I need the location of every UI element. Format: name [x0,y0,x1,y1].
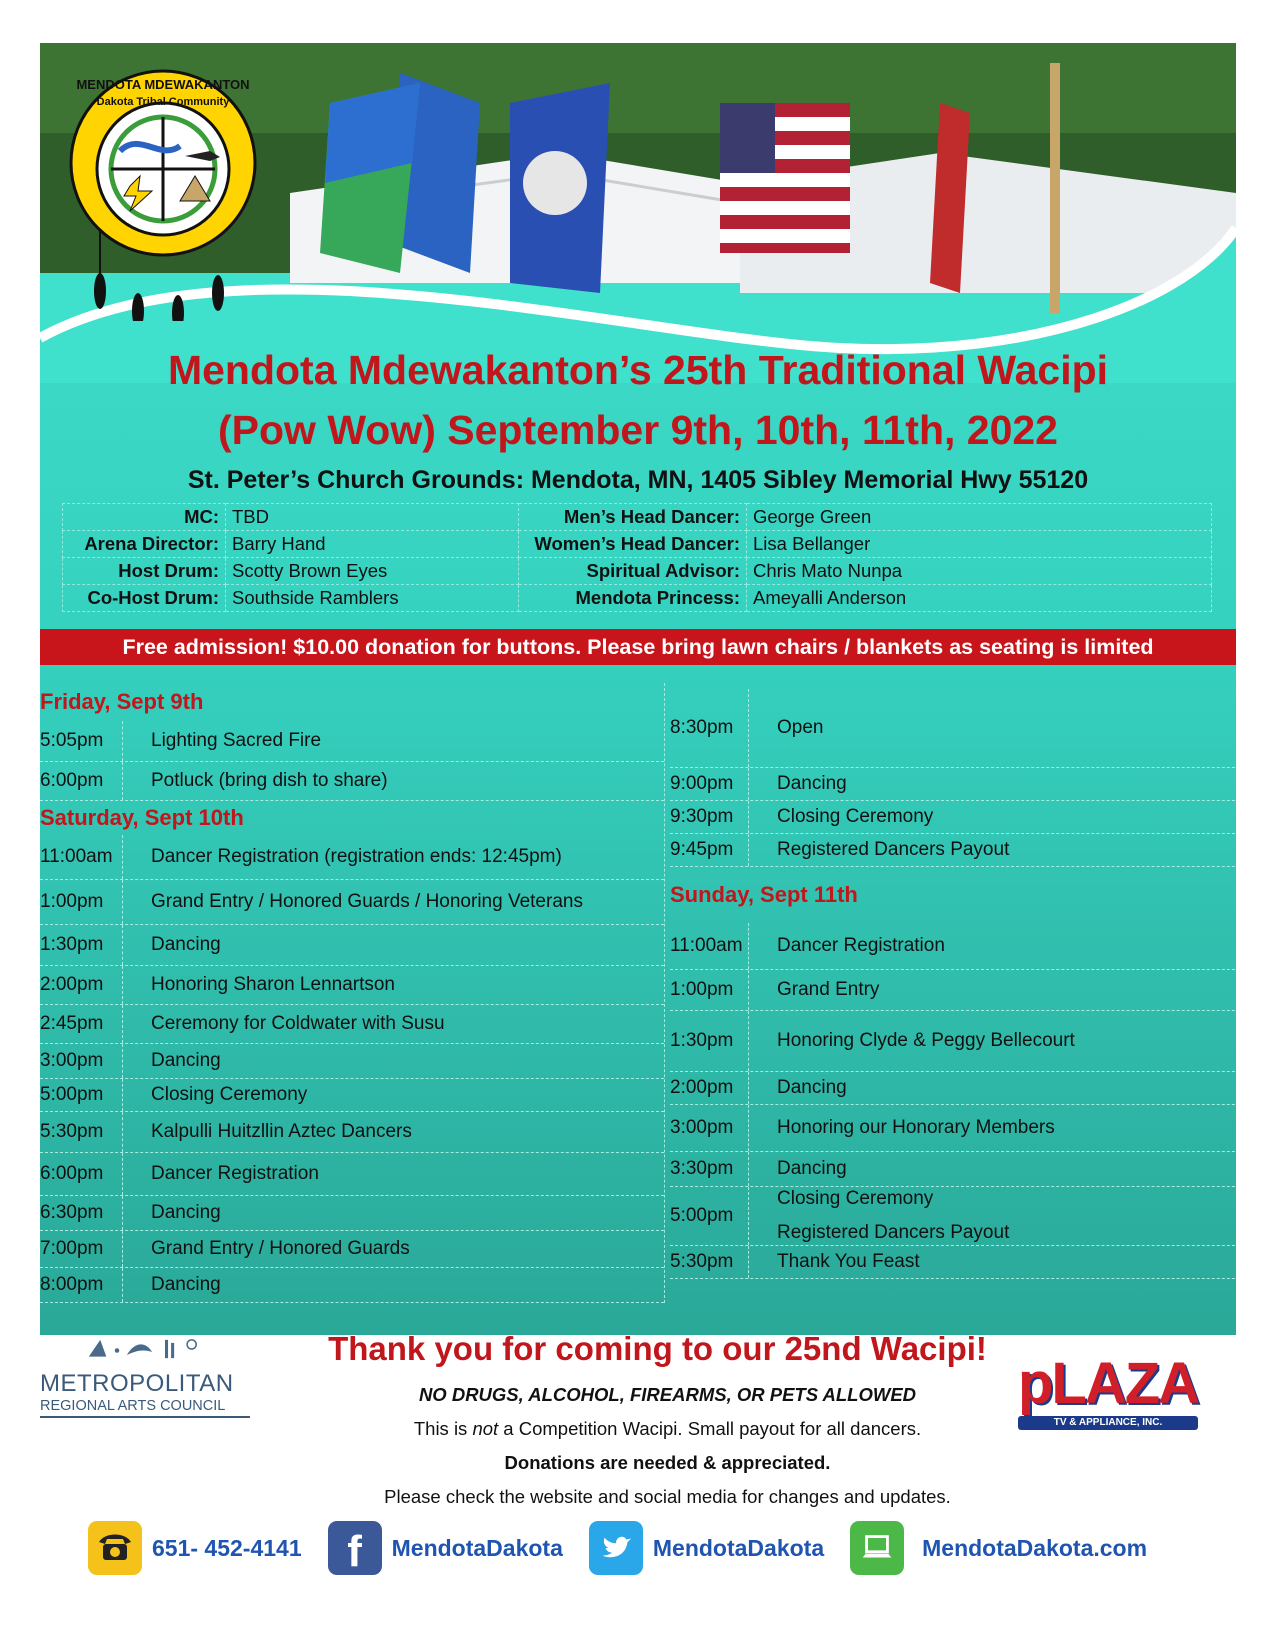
schedule-right-column [670,689,1236,1279]
event-name: Closing Ceremony [777,1188,934,1209]
event-time: 2:45pm [40,1005,123,1043]
event-time: 5:30pm [40,1112,123,1152]
officials-row [63,531,1212,558]
schedule-row [670,1105,1236,1152]
admission-banner: Free admission! $10.00 donation for buttons. Please bring lawn chairs / blankets as seating is limited [40,629,1236,665]
event-time: 5:00pm [40,1079,123,1111]
event-name: Dancing [151,1050,221,1071]
event-time: 1:00pm [40,880,123,924]
event-name: Thank You Feast [777,1251,920,1272]
event-name: Registered Dancers Payout [777,839,1010,860]
donations-notice: Donations are needed & appreciated. [504,1452,831,1473]
official-label: Men’s Head Dancer: [519,504,747,531]
event-name: Grand Entry / Honored Guards / Honoring Veterans [151,891,583,912]
event-time: 2:00pm [670,1072,749,1104]
event-name: Honoring Clyde & Peggy Bellecourt [777,1030,1075,1051]
contact-bar [88,1518,1173,1578]
schedule-row [40,966,664,1005]
schedule-row [40,880,664,925]
event-name: Dancer Registration [151,1163,319,1184]
event-time: 5:05pm [40,721,123,761]
official-name: Barry Hand [226,531,519,558]
website-contact[interactable] [850,1521,1147,1575]
event-name: Dancer Registration [777,935,945,956]
schedule-row [670,970,1236,1011]
event-name: Closing Ceremony [151,1084,308,1105]
twitter-handle: MendotaDakota [652,1534,825,1561]
seal-text: MENDOTA MDEWAKANTON [76,77,250,92]
updates-notice: Please check the website and social media for changes and updates. [384,1486,951,1507]
event-name: Closing Ceremony [777,806,934,827]
prohibited-items-notice: NO DRUGS, ALCOHOL, FIREARMS, OR PETS ALLOWED [418,1384,917,1405]
day-heading-friday: Friday, Sept 9th [40,689,204,714]
official-label: Mendota Princess: [519,585,747,612]
schedule-row [40,1044,664,1079]
phone-contact[interactable] [88,1521,302,1575]
schedule-row [40,1079,664,1112]
schedule-row [40,835,664,880]
event-time: 3:00pm [670,1105,749,1151]
schedule-row [670,689,1236,768]
plaza-subtitle: TV & APPLIANCE, INC. [1018,1416,1198,1430]
competition-text: This is [413,1418,473,1439]
schedule-row [40,1196,664,1231]
day-heading-sunday: Sunday, Sept 11th [670,882,858,907]
event-name: Potluck (bring dish to share) [151,770,388,791]
officials-row [63,504,1212,531]
schedule-row [40,1268,664,1303]
event-name: Lighting Sacred Fire [151,730,322,751]
schedule-row [40,762,664,801]
american-flag [720,103,850,253]
competition-emphasis: not [472,1418,499,1439]
event-name: Dancing [777,1077,847,1098]
official-name: George Green [747,504,1212,531]
facebook-handle: MendotaDakota [391,1534,563,1561]
official-name: Southside Ramblers [226,585,519,612]
event-name: Dancing [151,1274,221,1295]
marc-line1: METROPOLITAN [40,1370,234,1397]
official-name: TBD [226,504,519,531]
event-name: Honoring our Honorary Members [777,1117,1055,1138]
event-name: Kalpulli Huitzllin Aztec Dancers [151,1121,412,1142]
official-label: Spiritual Advisor: [519,558,747,585]
competition-text: a Competition Wacipi. Small payout for all dancers. [498,1418,922,1439]
event-name-pair [749,1188,1009,1244]
schedule-row [40,1153,664,1196]
event-name: Dancing [151,934,221,955]
event-name: Honoring Sharon Lennartson [151,974,396,995]
schedule-row [670,923,1236,970]
schedule-row [40,925,664,966]
event-time: 11:00am [670,923,749,969]
event-time: 3:00pm [40,1044,123,1078]
venue-address: St. Peter’s Church Grounds: Mendota, MN, 1405 Sibley Memorial Hwy 55120 [187,466,1089,494]
event-name: Dancing [777,773,847,794]
plaza-tv-appliance-logo [1002,1350,1214,1436]
event-name: Grand Entry / Honored Guards [151,1238,410,1259]
schedule-row [670,1152,1236,1187]
event-time: 1:30pm [670,1011,749,1071]
schedule-row [670,768,1236,801]
event-time: 7:00pm [40,1231,123,1267]
event-time: 9:00pm [670,768,749,800]
event-name: Dancer Registration (registration ends: 12:45pm) [151,846,562,867]
svg-text:Dakota Tribal Community: Dakota Tribal Community [96,96,230,108]
twitter-icon [589,1521,643,1575]
event-time: 2:00pm [40,966,123,1004]
event-time: 3:30pm [670,1152,749,1186]
laptop-icon [850,1521,904,1575]
event-time: 9:45pm [670,834,749,866]
official-label: Host Drum: [63,558,226,585]
event-time: 1:30pm [40,925,123,965]
official-label: Arena Director: [63,531,226,558]
officials-row [63,558,1212,585]
event-name: Dancing [777,1158,847,1179]
schedule-row [40,1005,664,1044]
event-time: 6:00pm [40,762,123,800]
plaza-wordmark: pLAZA [1017,1351,1199,1416]
event-time: 5:00pm [670,1187,749,1245]
facebook-contact[interactable] [328,1521,563,1575]
official-name: Lisa Bellanger [747,531,1212,558]
event-name: Dancing [151,1202,221,1223]
schedule-left-column [40,683,665,1303]
event-title-line2: (Pow Wow) September 9th, 10th, 11th, 2022 [218,407,1058,453]
facebook-icon: f [328,1521,382,1575]
thank-you-heading: Thank you for coming to our 25nd Wacipi! [328,1330,987,1367]
event-time: 6:00pm [40,1153,123,1195]
schedule-row [40,721,664,762]
official-label: Women’s Head Dancer: [519,531,747,558]
schedule-row [670,1072,1236,1105]
tribal-seal-logo [60,51,270,321]
event-name: Grand Entry [777,979,880,1000]
marc-line2: REGIONAL ARTS COUNCIL [40,1398,250,1418]
schedule-row [670,834,1236,867]
event-time: 9:30pm [670,801,749,833]
official-name: Ameyalli Anderson [747,585,1212,612]
event-title-line1: Mendota Mdewakanton’s 25th Traditional Wacipi [167,347,1109,393]
event-time: 8:30pm [670,689,749,767]
event-name: Registered Dancers Payout [777,1222,1010,1243]
official-name: Scotty Brown Eyes [226,558,519,585]
event-time: 5:30pm [670,1246,749,1278]
day-heading-saturday: Saturday, Sept 10th [40,805,244,830]
event-time: 8:00pm [40,1268,123,1302]
official-name: Chris Mato Nunpa [747,558,1212,585]
event-name: Open [777,717,824,738]
schedule-row [670,801,1236,834]
event-time: 6:30pm [40,1196,123,1230]
event-time: 1:00pm [670,970,749,1010]
schedule-row [670,1187,1236,1246]
officials-table [62,503,1212,612]
flyer-panel [40,43,1236,1335]
event-name: Ceremony for Coldwater with Susu [151,1013,445,1034]
schedule-row [40,1231,664,1268]
telephone-icon [88,1521,142,1575]
twitter-contact[interactable] [589,1521,824,1575]
schedule-row [670,1246,1236,1279]
phone-number: 651- 452-4141 [152,1534,302,1561]
schedule-row [40,1112,664,1153]
official-label: Co-Host Drum: [63,585,226,612]
official-label: MC: [63,504,226,531]
website-url: MendotaDakota.com [922,1534,1148,1561]
officials-row [63,585,1212,612]
event-time: 11:00am [40,835,123,879]
schedule-row [670,1011,1236,1072]
